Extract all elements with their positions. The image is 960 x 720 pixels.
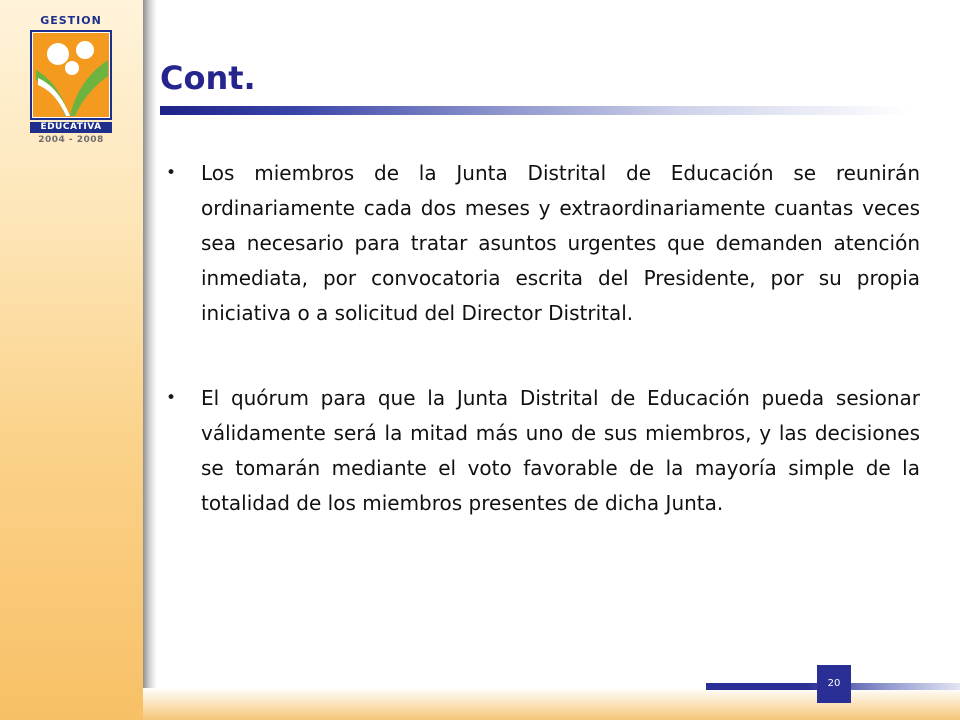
sidebar-shadow-edge bbox=[143, 0, 157, 720]
bullet-item bbox=[160, 381, 920, 521]
bullet-list bbox=[160, 156, 920, 571]
bullet-text: Los miembros de la Junta Distrital de Educación se reunirán ordinariamente cada dos meses y extraordinariamente cuantas veces sea necesario para tratar asuntos urgentes que demanden atención inmediata, por convocatoria escrita del Presidente, por su propia iniciativa o a solicitud del Director Distrital. bbox=[201, 161, 920, 325]
logo-emblem-icon bbox=[30, 30, 112, 120]
title-underline-gradient bbox=[160, 106, 910, 115]
logo-emblem-figure-head-left bbox=[47, 43, 69, 65]
logo-years: 2004 - 2008 bbox=[38, 135, 104, 145]
bullet-item bbox=[160, 156, 920, 331]
slide-title: Cont. bbox=[160, 59, 256, 97]
bullet-dot-icon: • bbox=[166, 163, 177, 183]
logo-emblem-figure-head-small bbox=[65, 61, 79, 75]
gestion-educativa-logo bbox=[30, 14, 112, 148]
logo-bottom-text: EDUCATIVA bbox=[30, 122, 112, 133]
logo-emblem-figure-head-right bbox=[76, 41, 94, 59]
page-number: 20 bbox=[817, 665, 851, 703]
bullet-dot-icon: • bbox=[166, 388, 177, 408]
logo-top-text: GESTION bbox=[40, 14, 102, 27]
bullet-text: El quórum para que la Junta Distrital de Educación pueda sesionar válidamente será la mitad más uno de sus miembros, y las decisiones se tomarán mediante el voto favorable de la mayoría simple de la totalidad de los miembros presentes de dicha Junta. bbox=[201, 386, 920, 515]
